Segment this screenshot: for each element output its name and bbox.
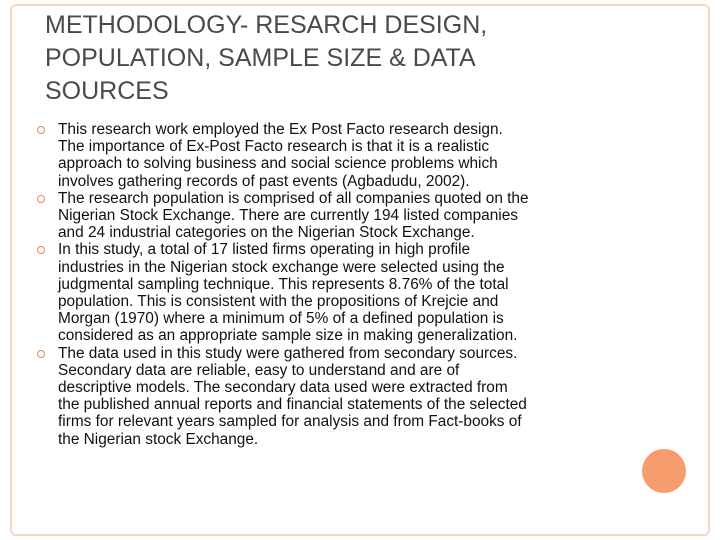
bullet-item (37, 241, 637, 344)
bullet-line: judgmental sampling technique. This represents 8.76% of the total (58, 275, 509, 293)
bullet-line: the Nigerian stock Exchange. (58, 430, 259, 448)
bullet-item (37, 121, 637, 190)
title-line: POPULATION, SAMPLE SIZE & DATA (45, 44, 476, 72)
bullet-line: This research work employed the Ex Post Facto research design. (58, 121, 503, 138)
decorative-orange-circle (642, 449, 686, 493)
bullet-line: The research population is comprised of all companies quoted on the (58, 189, 529, 207)
bullet-line: the published annual reports and financial statements of the selected (58, 396, 527, 414)
slide-title (45, 9, 605, 108)
title-line: METHODOLOGY- RESARCH DESIGN, (45, 11, 488, 39)
bullet-line: The data used in this study were gathered from secondary sources. (58, 344, 518, 362)
bullet-line: Nigerian Stock Exchange. There are currently 194 listed companies (58, 207, 518, 225)
bullet-line: Secondary data are reliable, easy to understand and are of (58, 361, 460, 379)
circle-bullet-icon (37, 246, 45, 254)
bullet-line: considered as an appropriate sample size in making generalization. (58, 327, 518, 345)
bullet-line: descriptive models. The secondary data used were extracted from (58, 379, 508, 397)
bullet-line: approach to solving business and social science problems which (58, 155, 498, 173)
bullet-list (37, 121, 637, 448)
circle-bullet-icon (37, 126, 45, 134)
bullet-line: involves gathering records of past events (Agbadudu, 2002). (58, 172, 470, 190)
circle-bullet-icon (37, 195, 45, 203)
bullet-line: population. This is consistent with the propositions of Krejcie and (58, 293, 499, 311)
bullet-line: The importance of Ex-Post Facto research is that it is a realistic (58, 138, 490, 156)
bullet-line: In this study, a total of 17 listed firms operating in high profile (58, 241, 471, 259)
bullet-line: Morgan (1970) where a minimum of 5% of a defined population is (58, 310, 504, 328)
bullet-line: firms for relevant years sampled for analysis and from Fact-books of (58, 413, 522, 431)
bullet-line: industries in the Nigerian stock exchange were selected using the (58, 258, 505, 276)
bullet-item (37, 190, 637, 242)
circle-bullet-icon (37, 350, 45, 358)
bullet-line: and 24 industrial categories on the Nigerian Stock Exchange. (58, 224, 475, 242)
title-line: SOURCES (45, 77, 169, 105)
bullet-item (37, 345, 637, 448)
